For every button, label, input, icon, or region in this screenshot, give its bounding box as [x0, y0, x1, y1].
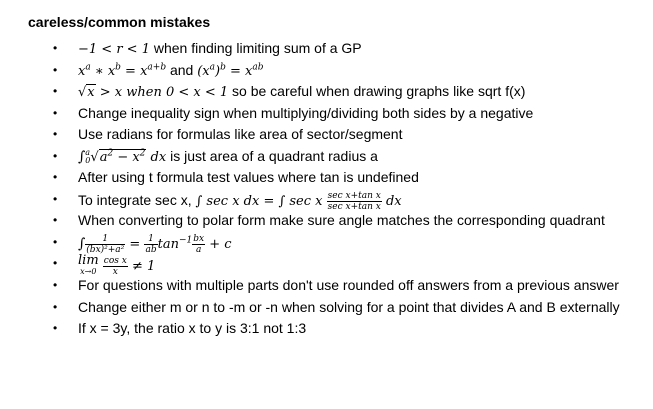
- math-expression: −1 < r < 1: [78, 42, 150, 57]
- list-item: [0, 148, 653, 170]
- math-expression: ∫ $\frac{1}{\text{(bx)²+a²}}$ = $\frac{1}{ab}$ $\tan^{-1}$ $\frac{bx}{a}$ + c: [78, 233, 232, 255]
- item-text: when finding limiting sum of a GP: [149, 40, 362, 56]
- bullet-icon: •: [53, 105, 58, 120]
- item-text: Change either m or n to -m or -n when solving for a point that divides A and B externally: [78, 298, 620, 315]
- list-item: [0, 40, 653, 62]
- bullet-icon: •: [53, 41, 58, 55]
- item-text: To integrate sec x,: [78, 191, 196, 208]
- bullet-icon: •: [53, 84, 58, 98]
- bullet-icon: •: [53, 256, 58, 270]
- bullet-icon: •: [53, 127, 58, 141]
- list-item: [0, 277, 653, 299]
- item-text: For questions with multiple parts don't use rounded off answers from a previous answer: [78, 277, 619, 293]
- mistakes-list: [0, 40, 653, 342]
- bullet-icon: •: [53, 321, 58, 335]
- list-item: [0, 105, 653, 127]
- math-expression: ∫ a 0 $√a^2 - x^2$ dx: [78, 148, 167, 165]
- list-item: [0, 126, 653, 148]
- bullet-icon: •: [53, 234, 58, 249]
- list-item: [0, 83, 653, 105]
- item-text: Use radians for formulas like area of sector/segment: [78, 126, 403, 142]
- math-expression: √x > x when 0 < x < 1: [78, 85, 229, 100]
- list-item: [0, 212, 653, 234]
- item-text: When converting to polar form make sure angle matches the corresponding quadrant: [78, 212, 605, 228]
- bullet-icon: •: [53, 191, 58, 206]
- item-text: Change inequality sign when multiplying/dividing both sides by a negative: [78, 104, 534, 121]
- bullet-icon: •: [53, 299, 58, 314]
- math-expression: $x^a$ ∗ $x^b = x^{a+b}$: [78, 62, 167, 79]
- bullet-icon: •: [53, 148, 58, 163]
- list-item: [0, 299, 653, 321]
- list-item: [0, 169, 653, 191]
- bullet-icon: •: [53, 62, 58, 77]
- math-expression: ∫ sec x dx = ∫ sec x $\frac{\text{sec x+tan x}}{\text{sec x+tan x}}$ dx: [195, 190, 402, 212]
- math-expression: $(x^a)^b = x^{ab}$: [197, 62, 264, 79]
- item-text: is just area of a quadrant radius a: [166, 147, 378, 164]
- list-item: [0, 62, 653, 84]
- list-item: [0, 255, 653, 277]
- list-item: [0, 234, 653, 256]
- bullet-icon: •: [53, 170, 58, 184]
- bullet-icon: •: [53, 213, 58, 227]
- bullet-icon: •: [53, 278, 58, 292]
- list-item: [0, 320, 653, 342]
- list-item: [0, 191, 653, 213]
- item-text: and: [166, 61, 198, 78]
- item-text: After using t formula test values where tan is undefined: [78, 169, 419, 185]
- math-expression: lim x→0 $\frac{\text{cos x}}{x}$ ≠ 1: [78, 253, 156, 277]
- item-text: so be careful when drawing graphs like sqrt f(x): [228, 83, 526, 99]
- item-text: If x = 3y, the ratio x to y is 3:1 not 1:3: [78, 320, 307, 336]
- page-title: careless/common mistakes: [28, 14, 211, 30]
